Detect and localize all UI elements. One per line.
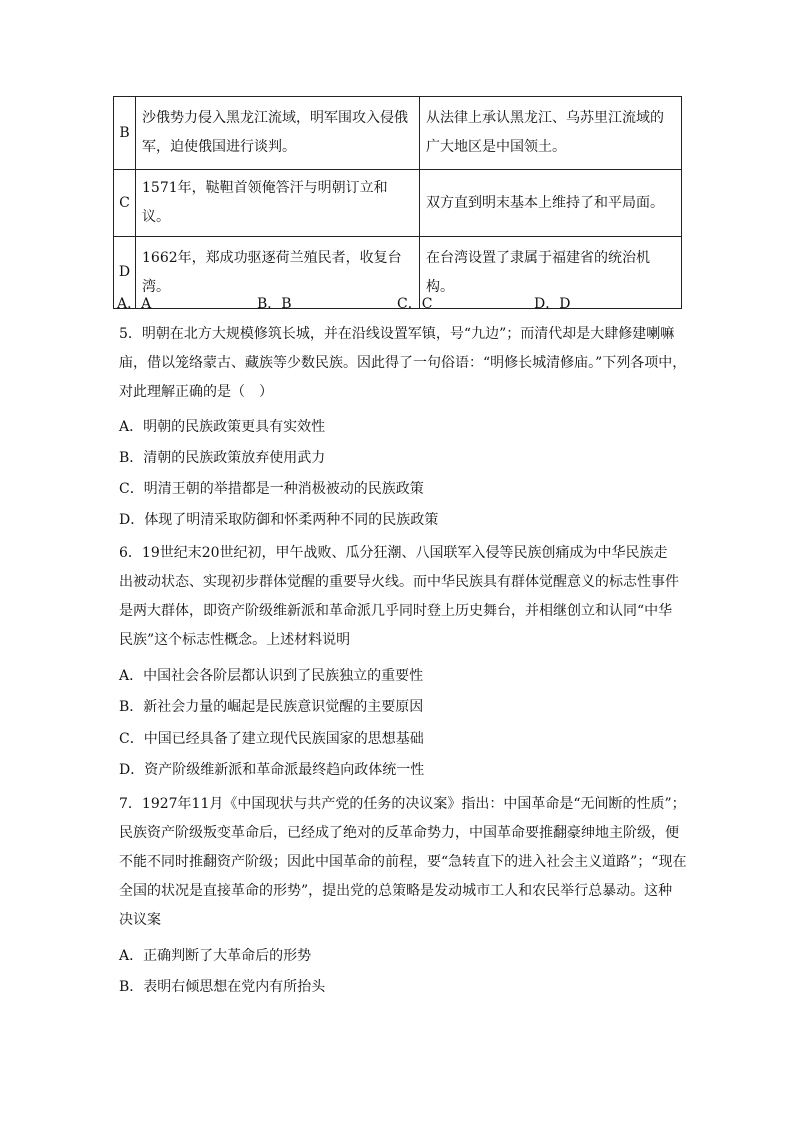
cell-line: 从法律上承认黑龙江、乌苏里江流域的 [426,110,664,126]
question-7-option-b[interactable]: B．表明右倾思想在党内有所抬头 [119,979,326,995]
stem-line: 庙，借以笼络蒙古、藏族等少数民族。因此得了一句俗语：“明修长城清修庙。”下列各项中， [119,355,687,371]
stem-line: 不能不同时推翻资产阶级；因此中国革命的前程，要“急转直下的进入社会主义道路”；“现在 [119,854,687,870]
cell-line: 沙俄势力侵入黑龙江流域，明军围攻入侵俄 [142,110,408,126]
stem-line: 对此理解正确的是（ ） [119,384,273,400]
option-a[interactable]: A．A [117,296,152,312]
question-6-option-b[interactable]: B．新社会力量的崛起是民族意识觉醒的主要原因 [119,699,424,715]
options-table [113,96,682,309]
stem-line: 是两大群体，即资产阶级维新派和革命派几乎同时登上历史舞台，并相继创立和认同“中华 [119,603,673,619]
stem-line: 全国的状况是直接革命的形势”，提出党的总策略是发动城市工人和农民举行总暴动。这种 [119,883,673,899]
stem-line: 决议案 [119,912,161,928]
significance-cell [420,170,682,237]
option-c[interactable]: C．C [397,296,433,312]
option-d[interactable]: D．D [534,296,571,312]
stem-line: 民族”这个标志性概念。上述材料说明 [119,632,351,648]
question-5-option-b[interactable]: B．清朝的民族政策放弃使用武力 [119,450,326,466]
event-cell [136,170,420,237]
event-cell [136,97,420,170]
stem-line: 民族资产阶级叛变革命后，已经成了绝对的反革命势力，中国革命要推翻豪绅地主阶级，便 [119,825,679,841]
stem-line: 出被动状态、实现初步群体觉醒的重要导火线。而中华民族具有群体觉醒意义的标志性事件 [119,574,679,590]
table-row [114,170,682,237]
cell-line: 构。 [426,278,454,295]
cell-line: 军，迫使俄国进行谈判。 [142,139,296,155]
question-5-option-c[interactable]: C．明清王朝的举措都是一种消极被动的民族政策 [119,481,424,497]
question-5-stem [119,320,691,407]
row-letter: C [114,170,136,237]
question-7-stem [119,790,691,935]
row-letter: B [114,97,136,170]
cell-line: 广大地区是中国领土。 [426,139,566,155]
cell-line: 1571年，鞑靼首领俺答汗与明朝订立和议。 [142,180,388,225]
row-letter: D [114,237,136,309]
cell-line: 双方直到明末基本上维持了和平局面。 [426,194,664,211]
option-b[interactable]: B．B [257,296,292,312]
question-6-option-c[interactable]: C．中国已经具备了建立现代民族国家的思想基础 [119,731,424,747]
significance-cell [420,97,682,170]
question-6-option-a[interactable]: A．中国社会各阶层都认识到了民族独立的重要性 [119,668,424,684]
table-row [114,97,682,170]
question-5-option-a[interactable]: A．明朝的民族政策更具有实效性 [119,419,326,435]
stem-line: 6．19世纪末20世纪初，甲午战败、瓜分狂潮、八国联军入侵等民族创痛成为中华民族走 [119,545,668,561]
question-5-option-d[interactable]: D．体现了明清采取防御和怀柔两种不同的民族政策 [119,512,439,528]
stem-line: 7．1927年11月《中国现状与共产党的任务的决议案》指出：中国革命是“无间断的性质”； [119,796,686,812]
question-6-option-d[interactable]: D．资产阶级维新派和革命派最终趋向政体统一性 [119,762,425,778]
cell-line: 1662年，郑成功驱逐荷兰殖民者，收复台湾。 [142,249,402,295]
stem-line: 5．明朝在北方大规模修筑长城，并在沿线设置军镇，号“九边”；而清代却是大肆修建喇嘛 [119,326,675,342]
cell-line: 在台湾设置了隶属于福建省的统治机 [426,249,650,266]
question-6-stem [119,539,691,655]
question-7-option-a[interactable]: A．正确判断了大革命后的形势 [119,948,312,964]
